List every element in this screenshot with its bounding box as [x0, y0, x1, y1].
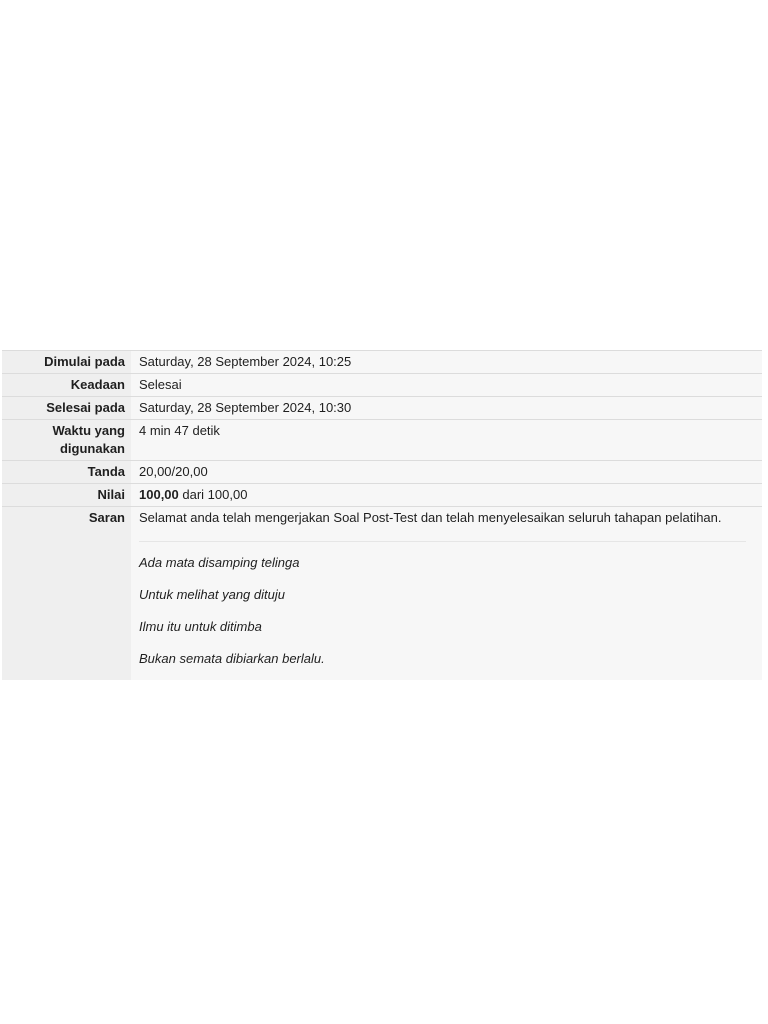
grade-label: Nilai: [2, 484, 131, 506]
grade-score: 100,00: [139, 487, 179, 502]
poem-line-2: Untuk melihat yang dituju: [139, 587, 285, 602]
feedback-label: Saran: [2, 507, 131, 680]
marks-value: 20,00/20,00: [131, 461, 762, 483]
poem-line-4: Bukan semata dibiarkan berlalu.: [139, 651, 325, 666]
completed-value: Saturday, 28 September 2024, 10:30: [131, 397, 762, 419]
state-label: Keadaan: [2, 374, 131, 396]
state-value: Selesai: [131, 374, 762, 396]
poem-line-1: Ada mata disamping telinga: [139, 555, 300, 570]
completed-label: Selesai pada: [2, 397, 131, 419]
time-taken-value: 4 min 47 detik: [131, 420, 762, 460]
started-label: Dimulai pada: [2, 351, 131, 373]
feedback-message: Selamat anda telah mengerjakan Soal Post-Test dan telah menyelesaikan seluruh tahapan pelatihan.: [139, 510, 722, 525]
summary-row-state: [2, 374, 762, 397]
poem-line-3: Ilmu itu untuk ditimba: [139, 619, 262, 634]
feedback-divider: [139, 541, 746, 542]
summary-row-time-taken: [2, 420, 762, 461]
quiz-review-summary-table: [2, 350, 762, 680]
time-taken-label: Waktu yang digunakan: [2, 420, 131, 460]
summary-row-marks: [2, 461, 762, 484]
summary-row-completed: [2, 397, 762, 420]
summary-row-grade: [2, 484, 762, 507]
grade-out-of: dari 100,00: [178, 487, 248, 502]
grade-value: [131, 484, 762, 506]
summary-row-feedback: [2, 507, 762, 680]
started-value: Saturday, 28 September 2024, 10:25: [131, 351, 762, 373]
summary-row-started: [2, 351, 762, 374]
feedback-value: [131, 507, 762, 680]
marks-label: Tanda: [2, 461, 131, 483]
